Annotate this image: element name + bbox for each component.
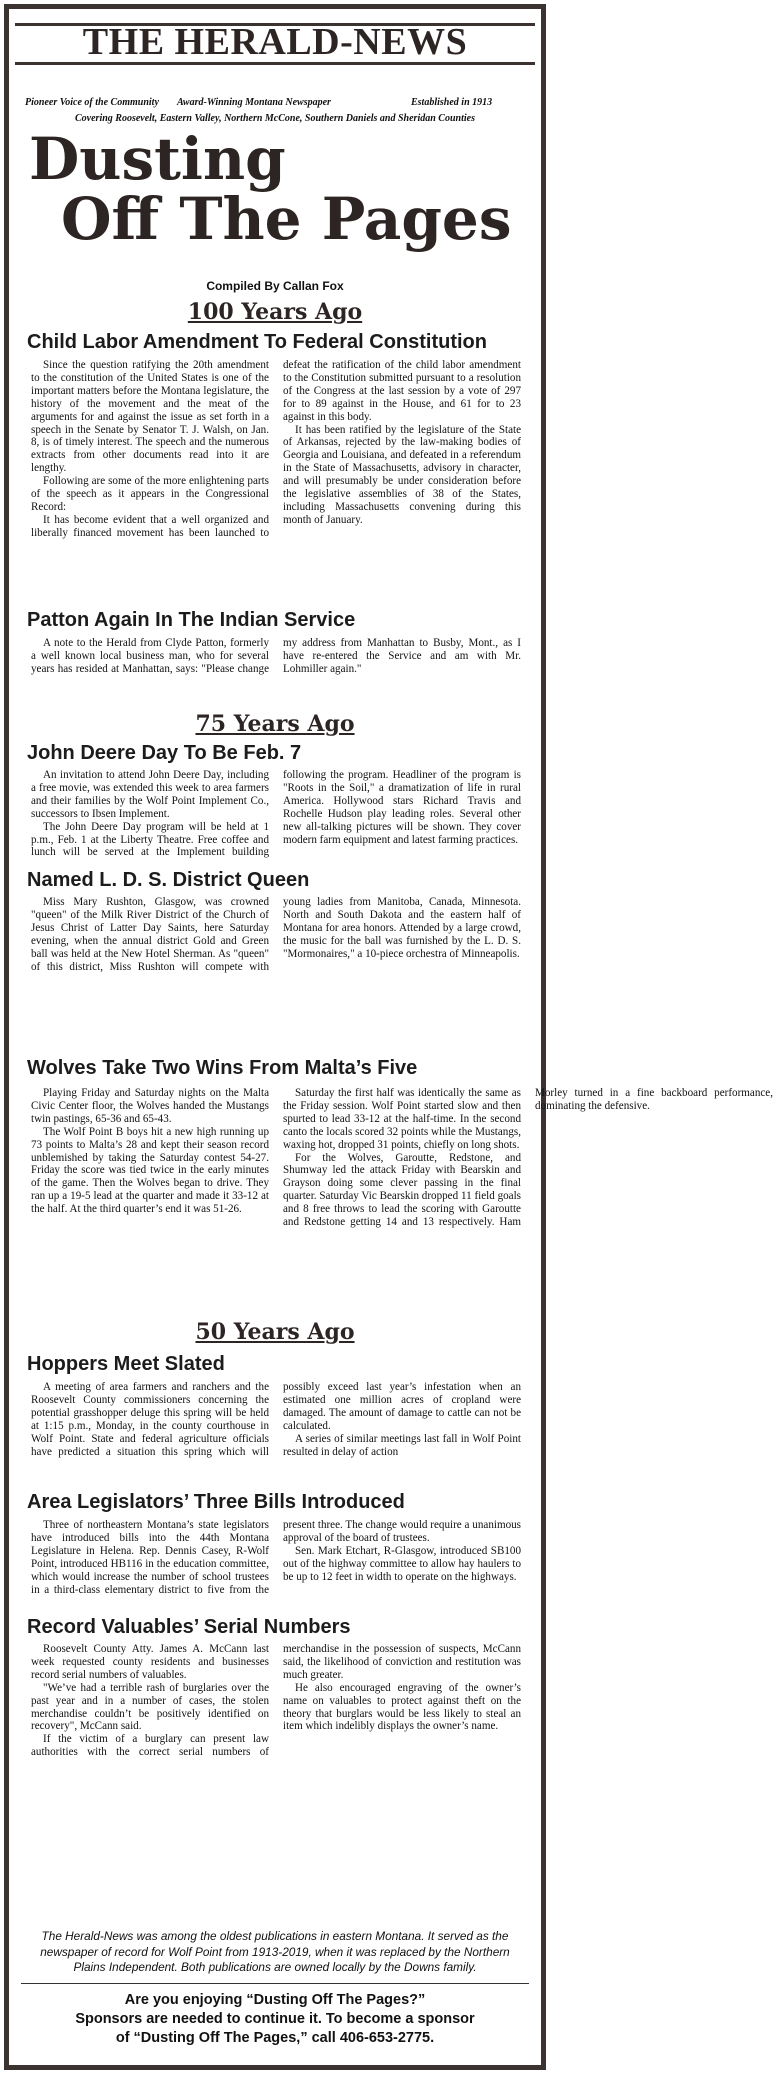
article-paragraph: If the victim of a burglary can present law authorities with the correct serial numbers of merchandise in the possession of suspects, McCann said, the likelihood of conviction and restitution was much greater.: [31, 1643, 521, 1759]
article-body: [31, 1643, 521, 1795]
publication-note: The Herald-News was among the oldest publications in eastern Montana. It served as the newspaper of record for Wolf Point from 1913-2019, when it was replaced by the Northern Plains Independent. Both publications are owned locally by the Downs family.: [40, 1929, 510, 1974]
article-paragraph: A meeting of area farmers and ranchers and the Roosevelt County commissioners concerning the potential grasshopper deluge this spring will be held at 1:15 p.m., Monday, in the county courthouse in Wolf Point. State and federal agriculture officials have predicted a situation this spring which will possibly exceed last year’s infestation when an estimated one million acres of cropland were damaged. The amount of damage to cattle can not be calculated.: [31, 1381, 521, 1458]
masthead: [15, 17, 535, 63]
article-body: [31, 769, 521, 863]
article-body: [31, 1087, 773, 1239]
article-paragraph: The Wolf Point B boys hit a new high running up 73 points to Malta’s 28 and kept their season record unblemished by taking the Saturday contest 54-27. Friday the score was tied twice in the early minutes of the game. Then the Wolves began to drive. They ran up a 19-5 lead at the quarter and made it 33-12 at the half. At the third quarter’s end it was 51-26.: [31, 1125, 269, 1216]
article-paragraph: Saturday the first half was identically the same as the Friday session. Wolf Point started slow and then spurted to lead 33-12 at the half-time. In the second canto the locals scored 32 points while the Mustangs, waxing hot, dropped 31 points, chiefly on long shots.: [283, 1087, 521, 1151]
article-body: [31, 1381, 521, 1487]
article-paragraph: The John Deere Day program will be held at 1 p.m., Feb. 1 at the Liberty Theatre. Free coffee and lunch will be served at the Implement building following the program. Headliner of the program is "Roots in the Soil," a dramatization of life in rural America. Hollywood stars Richard Travis and Rochelle Hudson play leading roles. Several other new all-talking pictures will be shown. They cover modern farm equipment and latest farming practices.: [31, 769, 521, 859]
page-title: [29, 125, 512, 253]
article-paragraph: "We’ve had a terrible rash of burglaries over the past year and in a number of cases, the stolen merchandise couldn’t be positively identified on recovery", McCann said.: [31, 1681, 269, 1733]
masthead-title: THE HERALD-NEWS: [82, 21, 468, 63]
article-paragraph: Following are some of the more enlightening parts of the speech as it appears in the Congressional Record:: [31, 475, 269, 513]
article-paragraph: Playing Friday and Saturday nights on the Malta Civic Center floor, the Wolves handed the Mustangs twin pastings, 65-36 and 65-43.: [31, 1087, 269, 1125]
era-heading-100: 100 Years Ago: [187, 299, 363, 325]
masthead-tagline-left: Pioneer Voice of the Community: [25, 97, 159, 108]
sponsor-notice: [23, 1991, 527, 2048]
sponsor-line: Sponsors are needed to continue it. To become a sponsor: [75, 2011, 475, 2027]
article-paragraph: He also encouraged engraving of the owner’s name on valuables to protect against theft on the theory that burglars would be less likely to steal an item which indelibly displays the owner’s name.: [283, 1681, 521, 1733]
page-title-line2: Off The Pages: [61, 185, 512, 253]
article-headline: Wolves Take Two Wins From Malta’s Five: [27, 1057, 418, 1079]
masthead-coverage: Covering Roosevelt, Eastern Valley, Northern McCone, Southern Daniels and Sheridan Counties: [75, 113, 475, 124]
article-paragraph: An invitation to attend John Deere Day, including a free movie, was extended this week to area farmers and their families by the Wolf Point Implement Co., successors to Ibsen Implement.: [31, 769, 269, 820]
era-heading-50: 50 Years Ago: [195, 1319, 355, 1345]
article-paragraph: Sen. Mark Etchart, R-Glasgow, introduced SB100 out of the highway committee to allow hay haulers to be up to 12 feet in width to operate on the highways.: [283, 1544, 521, 1583]
article-headline: Child Labor Amendment To Federal Constitution: [27, 331, 487, 353]
article-body: [31, 896, 521, 990]
article-body: [31, 1519, 521, 1613]
byline: Compiled By Callan Fox: [206, 279, 344, 293]
article-headline: Named L. D. S. District Queen: [27, 869, 310, 891]
page-frame: [4, 4, 773, 2070]
sponsor-line: Are you enjoying “Dusting Off The Pages?”: [124, 1992, 426, 2008]
article-headline: Patton Again In The Indian Service: [27, 609, 356, 631]
article-paragraph: For the Wolves, Garoutte, Redstone, and Shumway led the attack Friday with Bearskin and Grayson doing some clever passing in the final quarter. Saturday Vic Bearskin dropped 11 field goals and 8 free throws to lead the scoring with Garoutte and Redstone getting 14 and 13 respectively. Ham Morley turned in a fine backboard performance, dominating the defensive.: [283, 1087, 773, 1229]
article-headline: John Deere Day To Be Feb. 7: [27, 742, 302, 764]
masthead-tagline-right: Established in 1913: [411, 97, 493, 108]
era-heading-75: 75 Years Ago: [195, 711, 355, 737]
article-paragraph: Since the question ratifying the 20th amendment to the constitution of the United States is one of the important matters before the Montana legislature, the history of the movement and the meat of the arguments for and against the issue as set forth in a speech in the Senate by Senator T. J. Walsh, on Jan. 8, is of timely interest. The speech and the numerous extracts from other documents read into it are lengthy.: [31, 359, 269, 475]
article-paragraph: A series of similar meetings last fall in Wolf Point resulted in delay of action: [283, 1432, 521, 1458]
article-paragraph: Miss Mary Rushton, Glasgow, was crowned "queen" of the Milk River District of the Church of Jesus Christ of Latter Day Saints, here Saturday evening, when the annual district Gold and Green ball was held at the New Hotel Sherman. As "queen" of this district, Miss Rushton will compete with young ladies from Manitoba, Canada, Minnesota. North and South Dakota and the eastern half of Montana for area honors. Attended by a large crowd, the music for the ball was furnished by the L. D. S. "Mormonaires," a 10-piece orchestra of Minneapolis.: [31, 896, 521, 973]
divider: [21, 1983, 529, 1984]
article-paragraph: A note to the Herald from Clyde Patton, formerly a well known local business man, who for several years has resided at Manhattan, says: "Please change my address from Manhattan to Busby, Mont., as I have re-entered the Service and am with Mr. Lohmiller again.": [31, 637, 521, 675]
sponsor-line: of “Dusting Off The Pages,” call 406-653-2775.: [115, 2030, 435, 2046]
article-headline: Hoppers Meet Slated: [27, 1353, 225, 1375]
article-body: [31, 637, 521, 695]
masthead-tagline-mid: Award-Winning Montana Newspaper: [177, 97, 331, 108]
article-paragraph: Three of northeastern Montana’s state legislators have introduced bills into the 44th Montana Legislature in Helena. Rep. Dennis Casey, R-Wolf Point, introduced HB116 in the education committee, which would increase the number of school trustees in a third-class elementary district to five from the present three. The change would require a unanimous approval of the board of trustees.: [31, 1519, 521, 1596]
article-headline: Record Valuables’ Serial Numbers: [27, 1616, 351, 1638]
article-headline: Area Legislators’ Three Bills Introduced: [27, 1491, 405, 1513]
article-paragraph: It has become evident that a well organized and liberally financed movement has been launched to defeat the ratification of the child labor amendment to the Constitution submitted pursuant to a resolution of the Congress at the last session by a vote of 297 for to 89 against in the House, and 61 for to 23 against in this body.: [31, 359, 521, 539]
article-paragraph: Roosevelt County Atty. James A. McCann last week requested county residents and businesses record serial numbers of valuables.: [31, 1643, 269, 1681]
page-title-line1: Dusting: [29, 125, 286, 193]
article-paragraph: It has been ratified by the legislature of the State of Arkansas, rejected by the law-making bodies of Georgia and Louisiana, and defeated in a referendum in the State of Massachusetts, advisory in character, and will presumably be under consideration before the legislative assemblies of 38 of the States, including Massachusetts convening during this month of January.: [283, 423, 521, 526]
article-body: [31, 359, 521, 579]
